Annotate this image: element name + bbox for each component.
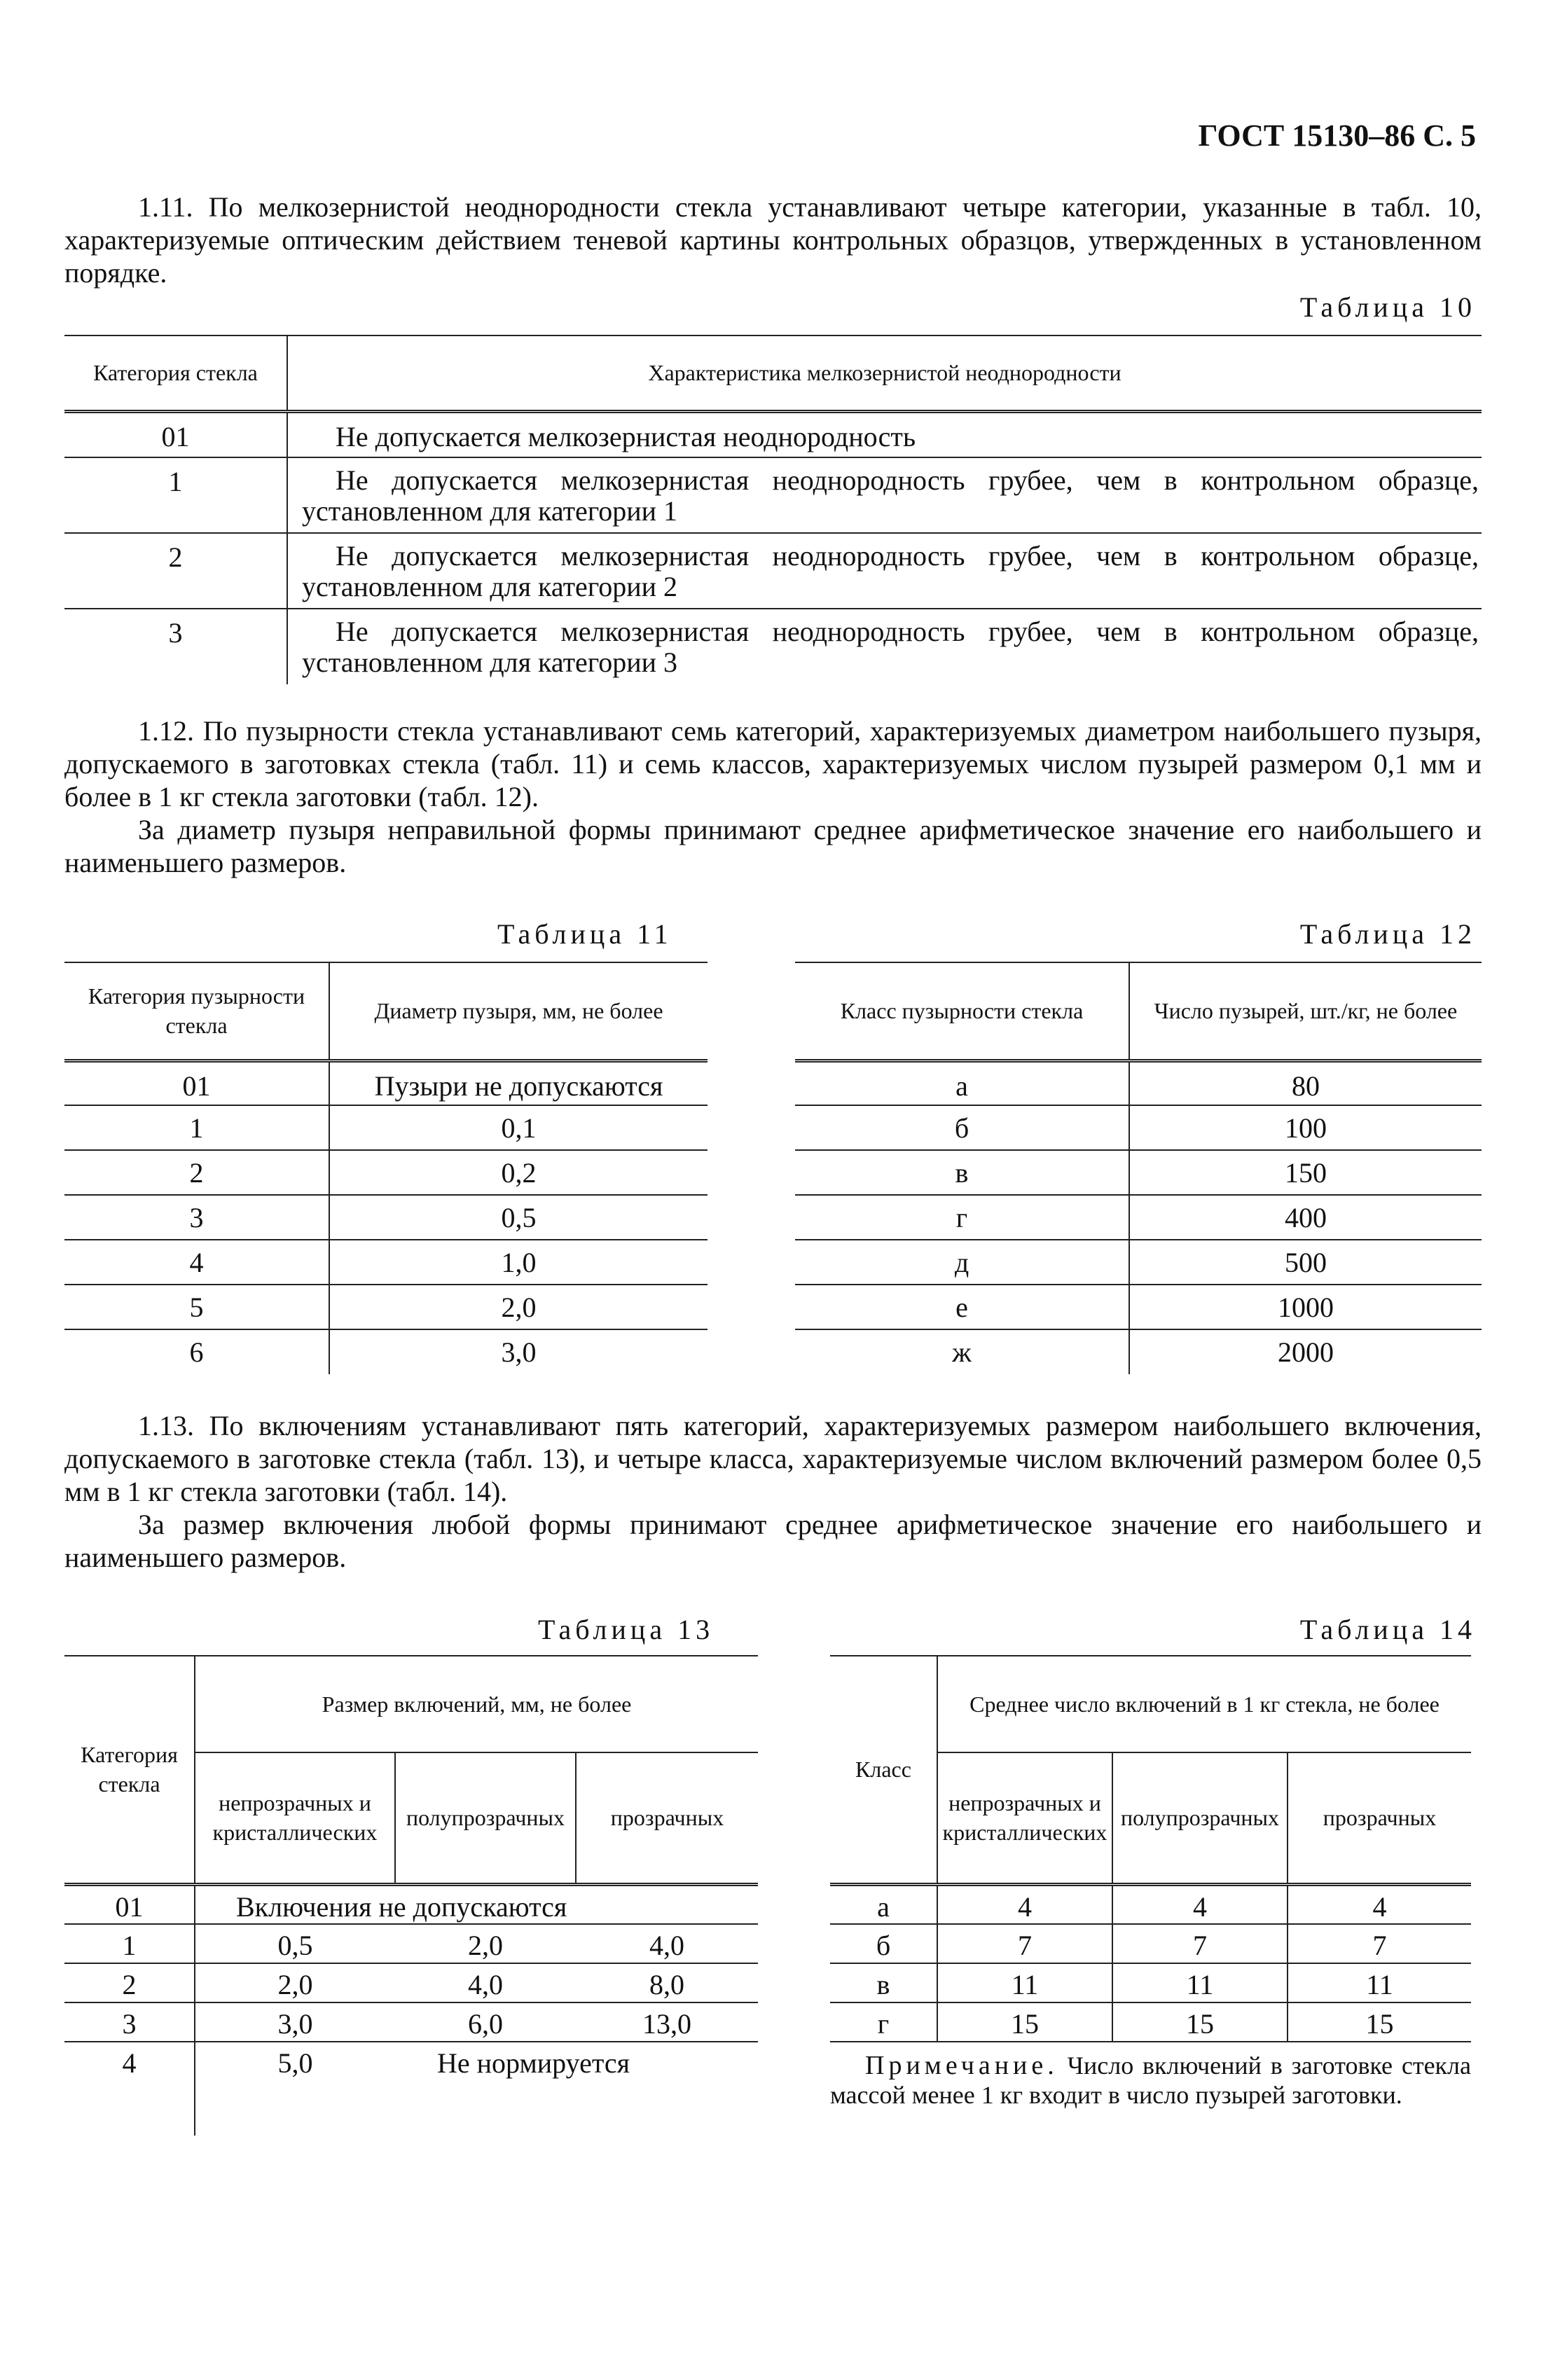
page-header: ГОСТ 15130–86 С. 5	[1198, 118, 1476, 153]
t14-cell: 11	[1288, 1963, 1471, 2002]
t13-cell: 01	[115, 1890, 144, 1923]
t13-cell: 1	[122, 1929, 137, 1961]
t13-header-opaque: непрозрачных и кристаллических	[195, 1752, 395, 1884]
t13-cell: 3	[122, 2007, 137, 2040]
t13-header-transparent: прозрачных	[576, 1752, 758, 1884]
section-1-12-p1: 1.12. По пузырности стекла устанавливают семь категорий, характеризуемых диаметром наибольшего пузыря, допускаемого в заготовках стекла (табл. 11) и семь классов, характеризуемых числом пузырей размером 0,1 мм и более в 1 кг стекла заготовки (табл. 12).	[64, 715, 1482, 812]
t11-cell: 5	[189, 1292, 204, 1323]
t13-header-semitransparent: полупрозрачных	[395, 1752, 576, 1884]
table-10	[64, 335, 1482, 684]
t14-cell: 7	[1112, 1924, 1288, 1963]
t14-header-transparent: прозрачных	[1288, 1752, 1471, 1884]
t12-cell: ж	[952, 1336, 972, 1368]
t14-header-opaque: непрозрачных и кристаллических	[937, 1752, 1112, 1884]
t14-cell: 15	[1288, 2002, 1471, 2042]
t12-cell: б	[954, 1112, 969, 1144]
t13-cell-not-standardized: Не нормируется	[437, 2047, 630, 2079]
t10-header-category: Категория стекла	[93, 360, 258, 386]
table-13-caption: Таблица 13	[538, 1614, 715, 1645]
t13-cell: 4,0	[468, 1968, 503, 2000]
t13-cell: 6,0	[468, 2007, 503, 2040]
t12-cell: 100	[1129, 1105, 1482, 1150]
t11-header-category: Категория пузырности стекла	[88, 983, 305, 1039]
note-label: Примечание.	[865, 2051, 1058, 2080]
t14-cell: 4	[1112, 1884, 1288, 1924]
t13-cell-no-inclusions: Включения не допускаются	[195, 1884, 758, 1924]
t13-cell: 2,0	[195, 1963, 395, 2002]
t10-row-text: Не допускается мелкозернистая неоднородность грубее, чем в контрольном образце, установленном для категории 3	[287, 609, 1482, 684]
t11-header-diameter: Диаметр пузыря, мм, не более	[329, 962, 708, 1060]
t11-cell: 0,5	[329, 1195, 708, 1240]
table-11	[64, 962, 708, 1374]
t11-cell: 3,0	[329, 1329, 708, 1374]
t11-cell: 0,2	[329, 1150, 708, 1195]
t14-cell: 7	[937, 1924, 1112, 1963]
t11-cell: 4	[189, 1247, 204, 1278]
section-1-13-p2: За размер включения любой формы принимают среднее арифметическое значение его наибольшего и наименьшего размеров.	[64, 1509, 1482, 1573]
table-14-note	[830, 2051, 1471, 2110]
t14-cell: 7	[1288, 1924, 1471, 1963]
table-12	[795, 962, 1482, 1374]
t14-header-group: Среднее число включений в 1 кг стекла, не более	[937, 1656, 1471, 1752]
section-1-12	[64, 714, 1482, 879]
section-1-11	[64, 191, 1482, 289]
table-14	[830, 1655, 1471, 2042]
t14-cell: 11	[1112, 1963, 1288, 2002]
t11-cell: 2	[189, 1157, 204, 1189]
t11-cell: 3	[189, 1202, 204, 1233]
t12-cell: 400	[1129, 1195, 1482, 1240]
t13-cell: 4	[122, 2047, 137, 2079]
t14-cell: б	[876, 1929, 891, 1961]
table-12-caption: Таблица 12	[1299, 918, 1476, 950]
t13-cell: 4,0	[649, 1929, 684, 1961]
t14-cell: г	[877, 2007, 890, 2040]
t11-cell: 2,0	[329, 1285, 708, 1329]
t11-cell: 01	[182, 1070, 211, 1102]
t11-cell: 6	[189, 1336, 204, 1368]
t13-header-group: Размер включений, мм, не более	[195, 1656, 758, 1752]
t12-cell: в	[955, 1157, 969, 1189]
t12-cell: 500	[1129, 1240, 1482, 1285]
t10-row-text: Не допускается мелкозернистая неоднородность грубее, чем в контрольном образце, установленном для категории 1	[287, 457, 1482, 533]
t10-row-category: 01	[161, 420, 190, 452]
t11-cell: 1	[189, 1112, 204, 1144]
t14-cell: 15	[937, 2002, 1112, 2042]
t12-cell: 80	[1129, 1060, 1482, 1105]
t13-cell: 2,0	[468, 1929, 503, 1961]
t14-cell: 11	[937, 1963, 1112, 2002]
section-1-11-text: 1.11. По мелкозернистой неоднородности стекла устанавливают четыре категории, указанные в табл. 10, характеризуемые оптическим действием теневой картины контрольных образцов, утвержденных в установленном порядке.	[64, 191, 1482, 289]
t10-row-category: 1	[168, 466, 183, 497]
t12-header-count: Число пузырей, шт./кг, не более	[1129, 962, 1482, 1060]
t10-row-category: 2	[168, 541, 183, 573]
t13-header-category: Категория стекла	[81, 1742, 178, 1797]
t10-header-characteristic: Характеристика мелкозернистой неоднородности	[287, 335, 1482, 411]
t14-cell: 4	[937, 1884, 1112, 1924]
t13-cell: 8,0	[649, 1968, 684, 2000]
t10-row-category: 3	[168, 617, 183, 649]
note-text: Число включений в заготовке стекла массой менее 1 кг входит в число пузырей заготовки.	[830, 2052, 1471, 2109]
t14-cell: в	[876, 1968, 890, 2000]
t12-cell: е	[955, 1292, 968, 1323]
t13-cell: 0,5	[195, 1924, 395, 1963]
t13-cell: 13,0	[642, 2007, 691, 2040]
t14-cell: 4	[1288, 1884, 1471, 1924]
t14-header-class: Класс	[855, 1757, 911, 1783]
t14-header-semitransparent: полупрозрачных	[1112, 1752, 1288, 1884]
t10-row-text: Не допускается мелкозернистая неоднородность грубее, чем в контрольном образце, установленном для категории 2	[287, 533, 1482, 609]
section-1-12-p2: За диаметр пузыря неправильной формы принимают среднее арифметическое значение его наибольшего и наименьшего размеров.	[64, 814, 1482, 878]
t10-row-text: Не допускается мелкозернистая неоднородность	[287, 411, 1482, 457]
t13-cell: 2	[122, 1968, 137, 2000]
t12-cell: г	[955, 1202, 968, 1233]
table-14-caption: Таблица 14	[1299, 1614, 1476, 1645]
t13-cell: 3,0	[195, 2002, 395, 2042]
section-1-13	[64, 1409, 1482, 1574]
section-1-13-p1: 1.13. По включениям устанавливают пять категорий, характеризуемых размером наибольшего включения, допускаемого в заготовке стекла (табл. 13), и четыре класса, характеризуемые числом включений размером более 0,5 мм в 1 кг стекла заготовки (табл. 14).	[64, 1410, 1482, 1507]
t11-cell: 0,1	[329, 1105, 708, 1150]
t14-cell: а	[877, 1890, 890, 1923]
t14-cell: 15	[1112, 2002, 1288, 2042]
t12-cell: 1000	[1129, 1285, 1482, 1329]
t12-cell: 150	[1129, 1150, 1482, 1195]
t11-cell: Пузыри не допускаются	[329, 1060, 708, 1105]
t12-header-class: Класс пузырности стекла	[840, 998, 1084, 1024]
t12-cell: 2000	[1129, 1329, 1482, 1374]
table-10-caption: Таблица 10	[1299, 291, 1476, 323]
table-13	[64, 1655, 758, 2136]
t13-cell: 5,0	[195, 2042, 395, 2136]
table-11-caption: Таблица 11	[497, 918, 672, 950]
t12-cell: а	[955, 1070, 968, 1102]
t11-cell: 1,0	[329, 1240, 708, 1285]
t12-cell: д	[954, 1247, 969, 1278]
